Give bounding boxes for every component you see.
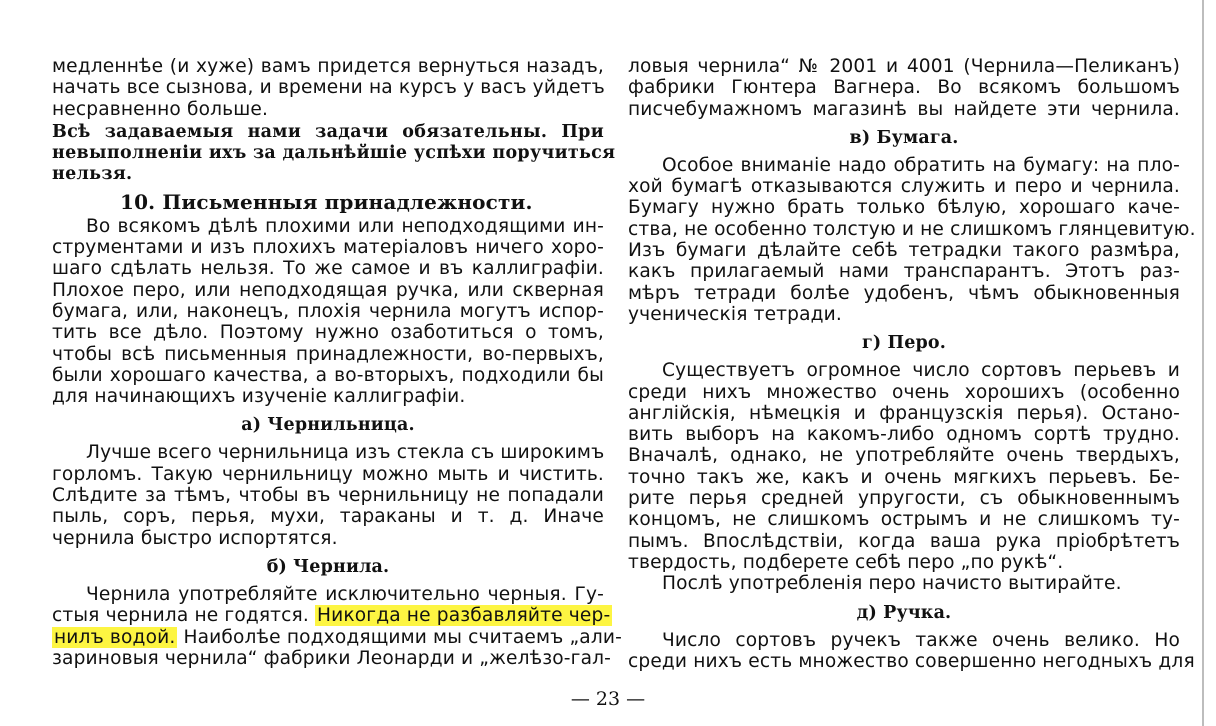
text-line: шаго сдѣлать нельзя. То же самое и въ каллиграфіи. <box>52 258 604 280</box>
text-line: ловыя чернила“ № 2001 и 4001 (Чернила—Пеликанъ) <box>628 56 1180 77</box>
text-line: ученическія тетради. <box>628 303 842 325</box>
text-line: струментами и изъ плохихъ матеріаловъ ничего хоро- <box>52 237 604 259</box>
text-line: нельзя. <box>52 164 133 185</box>
text-line <box>52 626 622 648</box>
text-line: ства, не особенно толстую и не слишкомъ глянцевитую. <box>628 218 1196 240</box>
text-line: Бумагу нужно брать только бѣлую, хорошаго каче- <box>628 197 1180 219</box>
penholder-paragraph <box>628 629 1195 673</box>
section-heading: 10. Письменныя принадлежности. <box>120 189 533 214</box>
text-line: рите перья средней упругости, съ обыкновеннымъ <box>628 488 1180 510</box>
text-line: Особое вниманіе надо обратить на бумагу: на пло- <box>662 154 1180 176</box>
highlighted-text: нилъ водой. <box>54 626 176 648</box>
text-line: пымъ. Впослѣдствіи, когда ваша рука пріобрѣтетъ <box>628 530 1180 552</box>
text-line: Послѣ употребленія перо начисто вытирайте. <box>662 573 1122 595</box>
subheading-penholder: д) Ручка. <box>856 602 952 623</box>
right-column <box>628 56 1196 672</box>
text-line: горломъ. Такую чернильницу можно мыть и чистить. <box>52 463 604 485</box>
text-line: Чернила употребляйте исключительно черныя. Гу- <box>86 583 604 605</box>
subheading-paper: в) Бумага. <box>849 127 959 148</box>
intro-paragraph <box>52 56 604 120</box>
text-line: чернила быстро испортятся. <box>52 527 338 549</box>
left-column <box>52 56 622 669</box>
text-line: англійскія, нѣмецкія и французскія перья). Остано- <box>628 402 1180 424</box>
text-line: Вначалѣ, однако, не употребляйте очень твердыхъ, <box>628 445 1180 467</box>
text-line: начать все сызнова, и времени на курсъ у васъ уйдетъ <box>52 77 605 99</box>
text-line: чтобы всѣ письменныя принадлежности, во-первыхъ, <box>52 343 604 365</box>
ink-paragraph <box>52 583 622 669</box>
text-line: для начинающихъ изученіе каллиграфіи. <box>52 386 466 408</box>
page-number: — 23 — <box>570 688 646 710</box>
inkwell-paragraph <box>52 442 604 548</box>
bold-notice <box>52 121 616 186</box>
subheading-pen: г) Перо. <box>862 333 946 354</box>
text-line: Во всякомъ дѣлѣ плохими или неподходящими ин- <box>86 215 604 237</box>
paper-paragraph <box>628 154 1196 325</box>
subheading-ink: б) Чернила. <box>266 556 390 577</box>
continued-paragraph <box>628 56 1180 120</box>
text-line: писчебумажномъ магазинѣ вы найдете эти чернила. <box>628 98 1180 120</box>
text-line: были хорошаго качества, а во-вторыхъ, подходили бы <box>52 364 604 386</box>
page-edge-rule <box>1202 0 1204 726</box>
text-line: среди нихъ множество очень хорошихъ (особенно <box>628 381 1180 403</box>
text-fragment: Наиболѣе подходящими мы считаемъ „али- <box>177 626 622 648</box>
text-line: Существуетъ огромное число сортовъ перьевъ и <box>662 360 1180 382</box>
section-paragraph <box>52 216 604 408</box>
text-line: медленнѣе (и хуже) вамъ придется вернуться назадъ, <box>52 56 604 77</box>
text-line: твердость, подберете себѣ перо „по рукѣ“. <box>628 551 1064 573</box>
text-line: Слѣдите за тѣмъ, чтобы въ чернильницу не попадали <box>52 485 604 507</box>
text-line: несравненно больше. <box>52 98 269 120</box>
text-line: концомъ, не слишкомъ острымъ и не слишкомъ ту- <box>628 509 1180 531</box>
text-line: точно такъ же, какъ и очень мягкихъ перьевъ. Бе- <box>628 466 1180 488</box>
highlighted-text: Никогда не разбавляйте чер- <box>317 605 611 627</box>
text-line: Плохое перо, или неподходящая ручка, или скверная <box>52 279 604 301</box>
text-line: среди нихъ есть множество совершенно негодныхъ для <box>628 650 1195 672</box>
text-line: тить все дѣло. Поэтому нужно озаботиться о томъ, <box>52 322 604 344</box>
subheading-inkwell: а) Чернильница. <box>241 415 415 436</box>
text-line: зариновыя чернила“ фабрики Леонарди и „желѣзо-гал- <box>52 647 612 669</box>
text-line: хой бумагѣ отказываются служить и перо и чернила. <box>628 176 1180 198</box>
text-line: какъ прилагаемый нами транспарантъ. Этотъ раз- <box>628 261 1180 283</box>
pen-paragraph <box>628 360 1180 594</box>
text-line: мѣръ тетради болѣе удобенъ, чѣмъ обыкновенныя <box>628 282 1180 304</box>
text-line: Число сортовъ ручекъ также очень велико. Но <box>662 629 1180 651</box>
text-line: Всѣ задаваемыя нами задачи обязательны. При <box>52 121 604 142</box>
text-line: вить выборъ на какомъ-либо одномъ сортѣ трудно. <box>628 424 1180 446</box>
text-line <box>52 605 611 627</box>
text-line: бумага, или, наконецъ, плохія чернила могутъ испор- <box>52 300 604 322</box>
text-line: Изъ бумаги дѣлайте себѣ тетрадки такого размѣра, <box>628 240 1180 262</box>
text-line: фабрики Гюнтера Вагнера. Во всякомъ большомъ <box>628 77 1180 99</box>
text-line: невыполненіи ихъ за дальнѣйшіе успѣхи поручиться <box>52 143 616 164</box>
text-line: пыль, соръ, перья, мухи, тараканы и т. д. Иначе <box>52 506 604 528</box>
text-line: Лучше всего чернильница изъ стекла съ широкимъ <box>86 442 605 464</box>
text-fragment: стыя чернила не годятся. <box>52 605 315 627</box>
